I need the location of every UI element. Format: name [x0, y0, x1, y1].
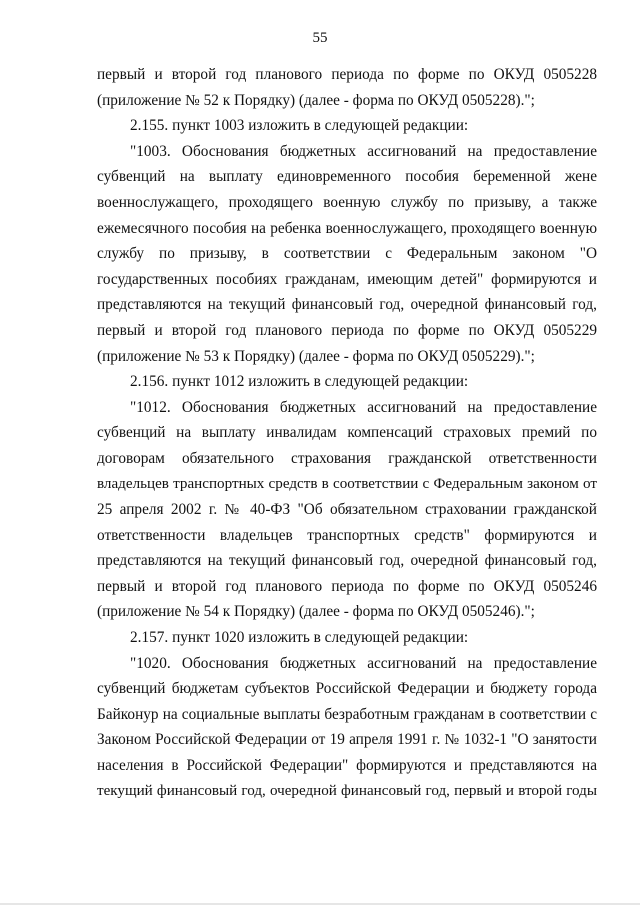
text-line: текущий финансовый год, очередной финансовый год, первый и второй годы	[97, 782, 597, 799]
text-line: первый и второй год планового периода по форме по ОКУД 0505229	[97, 321, 597, 339]
text-line: "1012. Обоснования бюджетных ассигнований на предоставление	[130, 398, 597, 416]
text-line: представляются на текущий финансовый год, очередной финансовый год,	[97, 552, 597, 570]
text-line: представляются на текущий финансовый год, очередной финансовый год,	[97, 296, 597, 314]
text-line: субвенций на выплату единовременного пособия беременной жене	[97, 168, 597, 186]
text-line: "1020. Обоснования бюджетных ассигнований на предоставление	[130, 654, 597, 672]
text-line: военнослужащего, проходящего военную службу по призыву, а также	[97, 193, 597, 211]
text-line: 2.157. пункт 1020 изложить в следующей редакции:	[130, 629, 469, 647]
text-line: субвенций на выплату инвалидам компенсаций страховых премий по	[97, 424, 597, 442]
text-line: первый и второй год планового периода по форме по ОКУД 0505228	[97, 66, 597, 83]
text-line: 25 апреля 2002 г. № 40-ФЗ "Об обязательном страховании гражданской	[97, 501, 597, 519]
text-line: 2.155. пункт 1003 изложить в следующей редакции:	[130, 117, 469, 135]
text-line: (приложение № 52 к Порядку) (далее - форма по ОКУД 0505228).";	[97, 91, 535, 109]
text-line: ежемесячного пособия на ребенка военнослужащего, проходящего военную	[97, 219, 597, 237]
text-line: ответственности владельцев транспортных средств" формируются и	[97, 526, 597, 544]
text-line: субвенций бюджетам субъектов Российской Федерации и бюджету города	[97, 680, 597, 698]
text-line: 2.156. пункт 1012 изложить в следующей редакции:	[130, 373, 469, 391]
text-line: (приложение № 53 к Порядку) (далее - форма по ОКУД 0505229).";	[97, 347, 535, 365]
text-line: "1003. Обоснования бюджетных ассигнований на предоставление	[130, 142, 597, 160]
document-body	[97, 62, 597, 804]
text-line: государственных пособиях гражданам, имеющим детей" формируются и	[97, 270, 597, 288]
text-line: (приложение № 54 к Порядку) (далее - форма по ОКУД 0505246).";	[97, 603, 535, 621]
text-line: службу по призыву, в соответствии с Федеральным законом "О	[97, 245, 597, 263]
text-line: владельцев транспортных средств в соответствии с Федеральным законом от	[97, 475, 597, 492]
text-line: первый и второй год планового периода по форме по ОКУД 0505246	[97, 577, 597, 595]
text-line: Байконур на социальные выплаты безработным гражданам в соответствии с	[97, 705, 597, 723]
text-line: договорам обязательного страхования гражданской ответственности	[97, 449, 597, 467]
text-line: населения в Российской Федерации" формируются и представляются на	[97, 757, 597, 775]
text-line: Законом Российской Федерации от 19 апреля 1991 г. № 1032-1 "О занятости	[97, 731, 597, 749]
page-number: 55	[312, 30, 328, 46]
